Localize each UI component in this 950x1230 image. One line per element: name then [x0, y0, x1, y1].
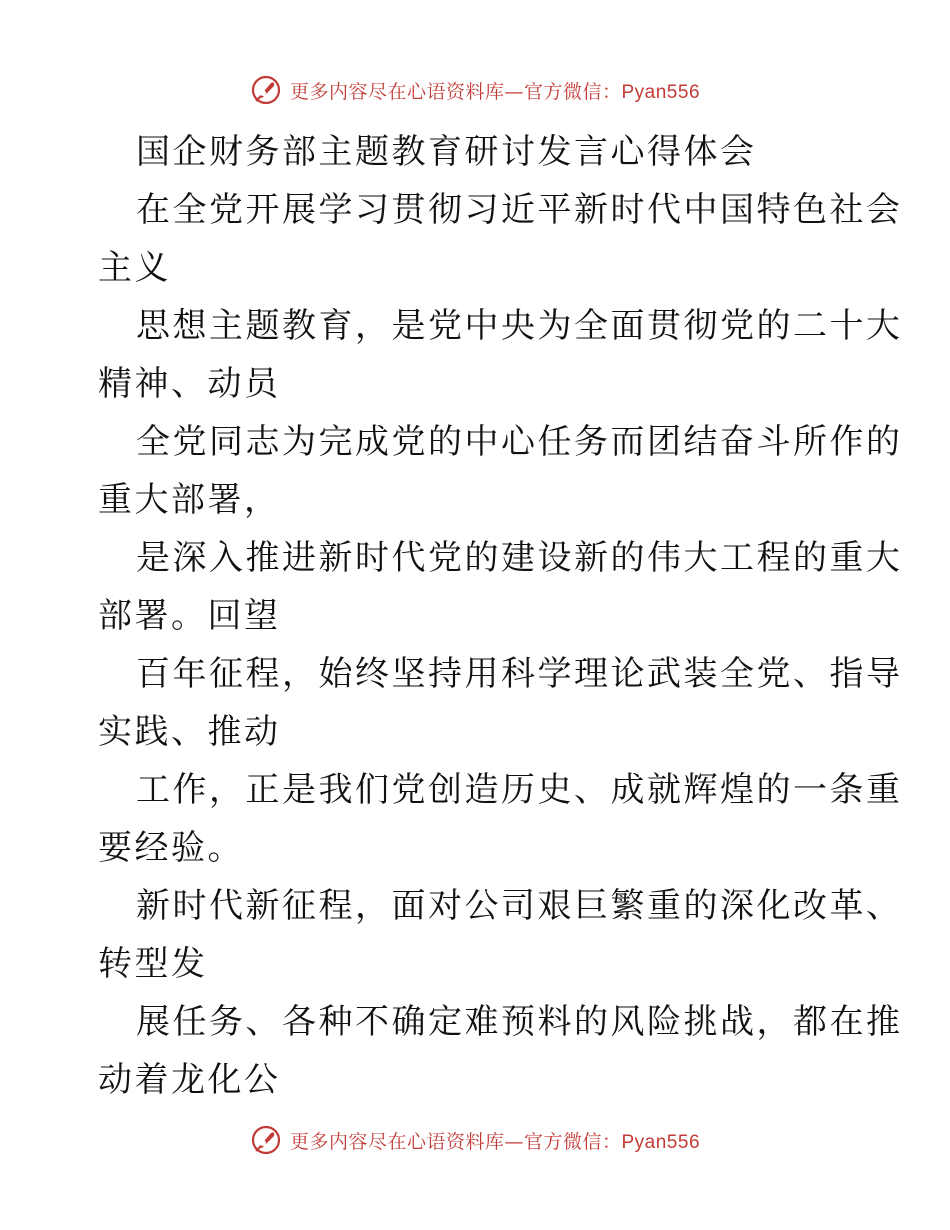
text-line: 国企财务部主题教育研讨发言心得体会 — [136, 132, 757, 172]
text-line: 动着龙化公 — [98, 1060, 281, 1100]
wechat-id: Pyan556 — [621, 81, 701, 103]
footer-watermark — [0, 1120, 950, 1160]
text-line: 思想主题教育，是党中央为全面贯彻党的二十大 — [136, 306, 903, 346]
text-line: 全党同志为完成党的中心任务而团结奋斗所作的 — [136, 422, 903, 462]
text-line: 主义 — [98, 248, 171, 288]
text-line: 转型发 — [98, 944, 208, 984]
text-line: 精神、动员 — [98, 364, 281, 404]
quill-pen-circle-icon — [250, 74, 282, 106]
text-line: 重大部署， — [98, 480, 281, 520]
watermark-text: 更多内容尽在心语资料库—官方微信：Pyan556 — [289, 80, 701, 103]
text-line: 在全党开展学习贯彻习近平新时代中国特色社会 — [136, 190, 903, 230]
document-body — [98, 123, 903, 1109]
text-line: 部署。回望 — [98, 596, 281, 636]
quill-pen-circle-icon — [250, 1124, 282, 1156]
text-line: 要经验。 — [98, 828, 244, 868]
wechat-id: Pyan556 — [621, 1131, 701, 1153]
watermark-text: 更多内容尽在心语资料库—官方微信：Pyan556 — [289, 1130, 701, 1153]
text-line: 工作，正是我们党创造历史、成就辉煌的一条重 — [136, 770, 903, 810]
text-line: 百年征程，始终坚持用科学理论武装全党、指导 — [136, 654, 903, 694]
text-line: 是深入推进新时代党的建设新的伟大工程的重大 — [136, 538, 903, 578]
text-line: 展任务、各种不确定难预料的风险挑战，都在推 — [136, 1002, 903, 1042]
text-line: 实践、推动 — [98, 712, 281, 752]
text-line: 新时代新征程，面对公司艰巨繁重的深化改革、 — [136, 886, 903, 926]
header-watermark — [0, 70, 950, 110]
